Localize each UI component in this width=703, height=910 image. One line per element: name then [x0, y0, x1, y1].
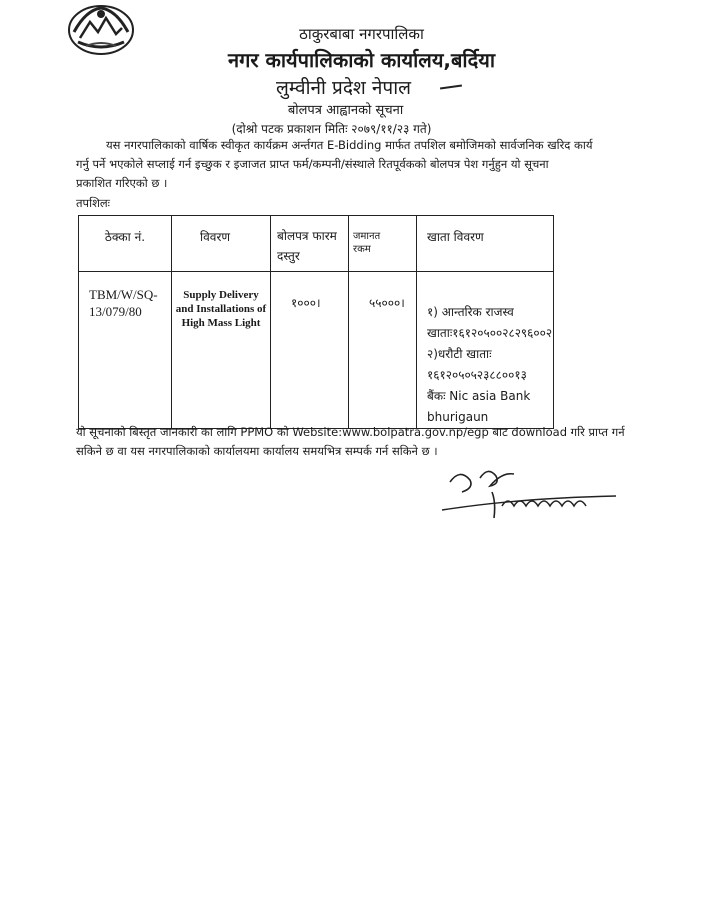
office-name: नगर कार्यपालिकाको कार्यालय,बर्दिया: [227, 48, 496, 72]
province-name: लुम्वीनी प्रदेश नेपाल: [275, 77, 412, 99]
account-line: २)धरौटी खाताः: [427, 347, 492, 361]
cell-form-fee: १०००।: [271, 272, 349, 429]
account-line: खाताः१६१२०५००२८२९६००२: [427, 326, 553, 340]
tender-table: [78, 215, 554, 429]
table-row: [79, 272, 554, 429]
header-account: खाता विवरण: [417, 216, 554, 272]
account-line: १६१२०५०५२३८८००१३: [427, 368, 527, 382]
account-line: १) आन्तरिक राजस्व: [427, 305, 514, 319]
account-line: bhurigaun: [427, 410, 489, 424]
body-line-3: प्रकाशित गरिएको छ ।: [76, 176, 168, 190]
cell-account: [417, 272, 554, 429]
notice-title: बोलपत्र आह्वानको सूचना: [287, 103, 404, 118]
table-header-row: [79, 216, 554, 272]
notice-body: [76, 136, 616, 193]
footer-line-1: यो सूचनाको बिस्तृत जानकारी का लागि PPMO को Website:www.bolpatra.gov.np/egp बाट download गरि प्राप्त गर्न: [76, 425, 625, 439]
header-form-fee: बोलपत्र फारम दस्तुर: [271, 216, 349, 272]
cell-description: Supply Delivery and Installations of High Mass Light: [172, 272, 271, 429]
header-description: विवरण: [172, 216, 271, 272]
footer-note: [76, 423, 636, 461]
cell-contract-no: TBM/W/SQ-13/079/80: [79, 272, 172, 429]
account-line: बैंकः Nic asia Bank: [427, 389, 531, 403]
municipality-name: ठाकुरबाबा नगरपालिका: [299, 25, 424, 43]
details-label: तपशिलः: [76, 196, 111, 210]
cell-deposit: ५५०००।: [349, 272, 417, 429]
header-contract-no: ठेक्का नं.: [79, 216, 172, 272]
header-deposit: जमानत रकम: [349, 216, 417, 272]
handwritten-signature: [440, 462, 620, 522]
footer-line-2: सकिने छ वा यस नगरपालिकाको कार्यालयमा कार्यालय समयभित्र सम्पर्क गर्न सकिने छ ।: [76, 444, 438, 458]
body-line-2: गर्नु पर्ने भएकोले सप्लाई गर्न इच्छुक र इजाजत प्राप्त फर्म/कम्पनी/संस्थाले रितपूर्वकको बोलपत्र पेश गर्नुहुन यो सूचना: [76, 157, 549, 171]
publication-date: (दोश्रो पटक प्रकाशन मितिः २०७९/११/२३ गते): [231, 122, 432, 136]
body-line-1: यस नगरपालिकाको वार्षिक स्वीकृत कार्यक्रम अर्न्तगत E-Bidding मार्फत तपशिल बमोजिमको सार्वजनिक खरिद कार्य: [106, 138, 593, 152]
